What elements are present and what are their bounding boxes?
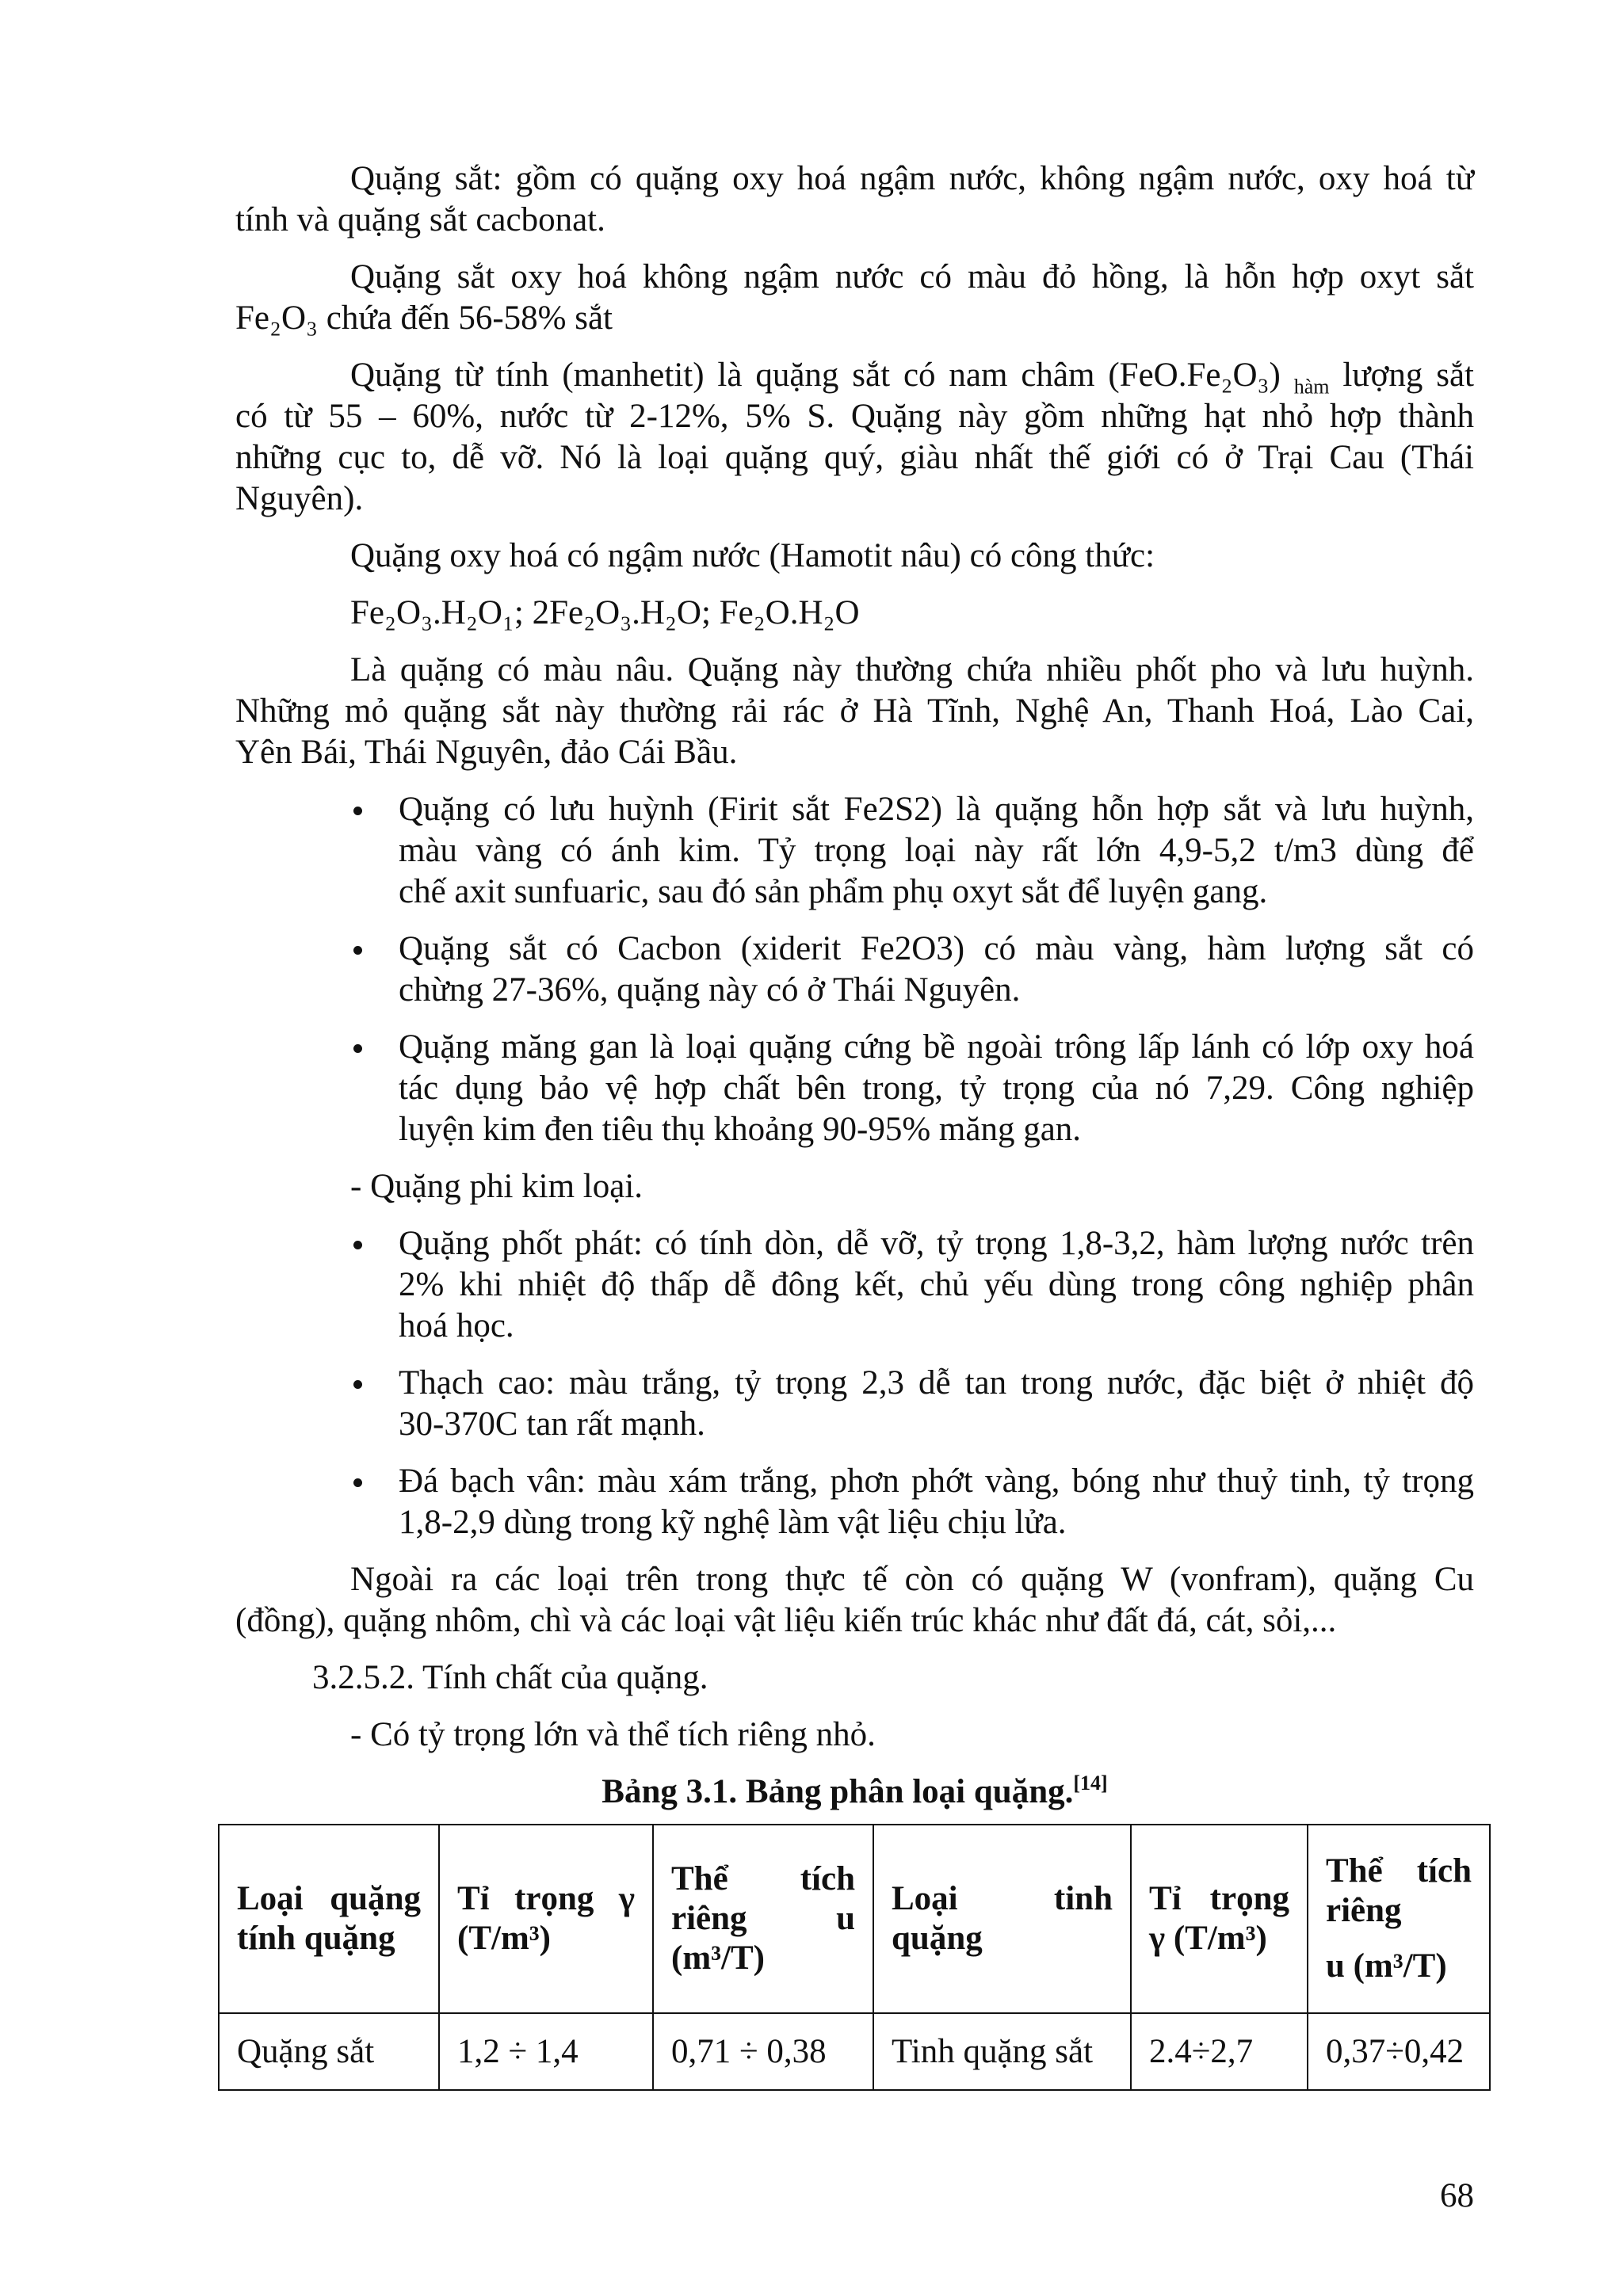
paragraph [235, 650, 1474, 773]
text-line: tính và quặng sắt cacbonat. [235, 201, 605, 238]
bullet-icon [353, 807, 362, 815]
caption-reference: [14] [1073, 1772, 1108, 1794]
header-line: tính quặng [237, 1920, 395, 1957]
text-line: có từ 55 – 60%, nước từ 2-12%, 5% S. Quặng này gồm những hạt nhỏ hợp thành [235, 398, 1474, 435]
paragraph [235, 158, 1474, 241]
page-number: 68 [1440, 2177, 1474, 2214]
table-header-cell [439, 1825, 653, 2013]
text-line: 30-370C tan rất mạnh. [399, 1405, 705, 1443]
bullet-item [399, 1363, 1474, 1445]
text-line: luyện kim đen tiêu thụ khoảng 90-95% măng gan. [399, 1111, 1082, 1148]
section-heading: 3.2.5.2. Tính chất của quặng. [312, 1659, 708, 1696]
text-line: 2% khi nhiệt độ thấp dễ đông kết, chủ yếu dùng trong công nghiệp phân [399, 1266, 1474, 1303]
text-line: Quặng măng gan là loại quặng cứng bề ngoài trông lấp lánh có lớp oxy hoá [399, 1028, 1474, 1066]
text-line: Fe₂O₃ chứa đến 56-58% sắt [235, 299, 613, 337]
header-line: Thể tích [671, 1860, 855, 1897]
text-line: màu vàng có ánh kim. Tỷ trọng loại này rất lớn 4,9-5,2 t/m3 dùng để [399, 832, 1474, 869]
table-header-row [219, 1825, 1490, 2013]
bullet-icon [353, 1241, 362, 1249]
table-header-cell [873, 1825, 1131, 2013]
header-line: γ (T/m³) [1149, 1920, 1267, 1957]
text-line: Quặng có lưu huỳnh (Firit sắt Fe2S2) là quặng hỗn hợp sắt và lưu huỳnh, [399, 791, 1474, 828]
bullet-item [399, 1223, 1474, 1347]
header-line: (T/m³) [457, 1920, 551, 1957]
paragraph [235, 1166, 1474, 1207]
text-line: Đá bạch vân: màu xám trắng, phơn phớt vàng, bóng như thuỷ tinh, tỷ trọng [399, 1463, 1474, 1500]
bullet-item [399, 789, 1474, 913]
bullet-item [399, 1027, 1474, 1150]
text-line: hoá học. [399, 1307, 514, 1344]
body-text [235, 158, 1474, 1772]
text-line: Yên Bái, Thái Nguyên, đảo Cái Bầu. [235, 734, 738, 771]
ore-classification-table [218, 1824, 1491, 2091]
text-segment: Quặng từ tính (manhetit) là quặng sắt có nam châm (FeO.Fe₂O₃) [350, 357, 1294, 394]
header-line: Loại quặng [237, 1880, 421, 1917]
table-cell: Tinh quặng sắt [873, 2013, 1131, 2090]
section-heading-block [235, 1657, 1474, 1699]
formula-line: Fe₂O₃.H₂O₁; 2Fe₂O₃.H₂O; Fe₂O.H₂O [350, 594, 860, 631]
table-header-cell [1308, 1825, 1490, 2013]
bullet-icon [353, 1044, 362, 1053]
text-line: Quặng sắt oxy hoá không ngậm nước có màu đỏ hồng, là hỗn hợp oxyt sắt [350, 258, 1474, 296]
text-line: Quặng phốt phát: có tính dòn, dễ vỡ, tỷ trọng 1,8-3,2, hàm lượng nước trên [399, 1225, 1474, 1262]
bullet-icon [353, 946, 362, 955]
bullet-item [399, 929, 1474, 1011]
paragraph [235, 536, 1474, 577]
text-line: chế axit sunfuaric, sau đó sản phẩm phụ oxyt sắt để luyện gang. [399, 873, 1268, 910]
text-line: Quặng oxy hoá có ngậm nước (Hamotit nâu) có công thức: [350, 537, 1155, 574]
table-header-cell [219, 1825, 439, 2013]
paragraph [235, 257, 1474, 339]
header-line: Thể tích [1326, 1852, 1472, 1890]
header-line: u (m³/T) [1326, 1947, 1447, 1985]
text-line [235, 355, 1474, 399]
table-header-cell [1131, 1825, 1308, 2013]
bullet-icon [353, 1380, 362, 1389]
text-line: - Quặng phi kim loại. [350, 1168, 643, 1205]
header-line: Tỉ trọng γ [457, 1880, 635, 1917]
table-header-cell [653, 1825, 873, 2013]
formula-paragraph [235, 593, 1474, 634]
table-caption [235, 1772, 1474, 1813]
table-cell: 0,71 ÷ 0,38 [653, 2013, 873, 2090]
text-line: 1,8-2,9 dùng trong kỹ nghệ làm vật liệu chịu lửa. [399, 1504, 1067, 1541]
header-line: riêng [1326, 1892, 1402, 1929]
text-line: Những mỏ quặng sắt này thường rải rác ở Hà Tĩnh, Nghệ An, Thanh Hoá, Lào Cai, [235, 692, 1474, 730]
paragraph [235, 1714, 1474, 1756]
text-line: - Có tỷ trọng lớn và thể tích riêng nhỏ. [350, 1716, 876, 1753]
caption-text: Bảng 3.1. Bảng phân loại quặng. [601, 1773, 1074, 1810]
bullet-item [399, 1461, 1474, 1543]
paragraph [235, 1559, 1474, 1642]
text-line: Thạch cao: màu trắng, tỷ trọng 2,3 dễ tan trong nước, đặc biệt ở nhiệt độ [399, 1364, 1474, 1402]
small-text-segment: hàm [1293, 375, 1330, 399]
paragraph [235, 355, 1474, 520]
text-line: (đồng), quặng nhôm, chì và các loại vật liệu kiến trúc khác như đất đá, cát, sỏi,... [235, 1602, 1337, 1639]
header-line: (m³/T) [671, 1939, 765, 1977]
text-line: Nguyên). [235, 480, 364, 517]
text-line: chừng 27-36%, quặng này có ở Thái Nguyên. [399, 971, 1021, 1009]
table-cell: 0,37÷0,42 [1308, 2013, 1490, 2090]
text-line: Ngoài ra các loại trên trong thực tế còn có quặng W (vonfram), quặng Cu [350, 1561, 1474, 1598]
table-row [219, 2013, 1490, 2090]
text-segment: lượng sắt [1329, 357, 1474, 394]
header-line: Tỉ trọng [1149, 1880, 1289, 1917]
text-line: những cục to, dễ vỡ. Nó là loại quặng quý, giàu nhất thế giới có ở Trại Cau (Thái [235, 439, 1474, 476]
text-line: tác dụng bảo vệ hợp chất bên trong, tỷ trọng của nó 7,29. Công nghiệp [399, 1070, 1474, 1107]
text-line: Là quặng có màu nâu. Quặng này thường chứa nhiều phốt pho và lưu huỳnh. [350, 651, 1474, 688]
header-line: Loại tinh [892, 1880, 1113, 1917]
text-line: Quặng sắt: gồm có quặng oxy hoá ngậm nước, không ngậm nước, oxy hoá từ [350, 160, 1474, 197]
table-cell: 1,2 ÷ 1,4 [439, 2013, 653, 2090]
text-line: Quặng sắt có Cacbon (xiderit Fe2O3) có màu vàng, hàm lượng sắt có [399, 930, 1474, 967]
header-line: quặng [892, 1920, 983, 1957]
table-cell: Quặng sắt [219, 2013, 439, 2090]
header-line: riêng u [671, 1900, 855, 1937]
bullet-icon [353, 1478, 362, 1487]
table-cell: 2.4÷2,7 [1131, 2013, 1308, 2090]
